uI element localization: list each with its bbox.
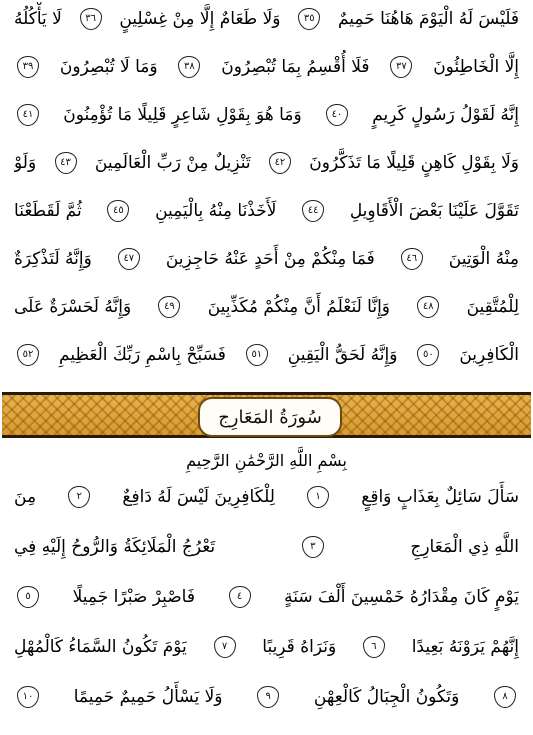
ayah-number: ٤	[236, 591, 243, 602]
ayah-number-marker	[494, 686, 516, 708]
verse-line	[14, 530, 519, 564]
verse-line	[14, 242, 519, 276]
surah-header-banner	[2, 392, 531, 438]
ayah-number-marker	[390, 56, 412, 78]
ayah-number-marker	[17, 586, 39, 608]
verse-text: يَوْمٍ كَانَ مِقْدَارُهُ خَمْسِينَ أَلْفَ سَنَةٍ	[284, 587, 519, 607]
ayah-number: ٤١	[22, 109, 34, 120]
ayah-number: ٤٩	[164, 301, 175, 312]
verse-text: إِنَّهُمْ يَرَوْنَهُ بَعِيدًا	[411, 637, 519, 657]
verse-text: وَلَا يَسْأَلُ حَمِيمٌ حَمِيمًا	[73, 687, 223, 707]
ayah-number-marker	[68, 486, 90, 508]
basmala: بِسْمِ اللَّهِ الرَّحْمَٰنِ الرَّحِيمِ	[186, 451, 347, 470]
verse-text: وَلَوْ	[14, 153, 37, 173]
verse-text: فَلَا أُقْسِمُ بِمَا تُبْصِرُونَ	[221, 57, 370, 77]
ayah-number-marker	[401, 248, 423, 270]
ayah-number: ٤٢	[274, 157, 286, 168]
ayah-number-marker	[17, 56, 39, 78]
verse-text: تَقَوَّلَ عَلَيْنَا بَعْضَ الْأَقَاوِيلِ	[349, 201, 519, 221]
verse-line	[14, 290, 519, 324]
ayah-number-marker	[158, 296, 180, 318]
verse-text: يَوْمَ تَكُونُ السَّمَاءُ كَالْمُهْلِ	[14, 637, 187, 657]
verse-text: اللَّهِ ذِي الْمَعَارِجِ	[410, 537, 519, 557]
verse-text: فَاصْبِرْ صَبْرًا جَمِيلًا	[72, 587, 195, 607]
verse-text: تَعْرُجُ الْمَلَائِكَةُ وَالرُّوحُ إِلَيْهِ فِي	[14, 537, 216, 557]
verse-text: مِنْهُ الْوَتِينَ	[448, 249, 519, 269]
ayah-number-marker	[17, 686, 39, 708]
ayah-number-marker	[229, 586, 251, 608]
verse-text: لِلْكَافِرِينَ لَيْسَ لَهُ دَافِعٌ	[122, 487, 275, 507]
ayah-number-marker	[17, 344, 39, 366]
ayah-number: ٤٦	[406, 253, 418, 264]
ayah-number-marker	[80, 8, 102, 30]
ayah-number: ٥	[25, 591, 31, 602]
verse-line	[14, 630, 519, 664]
ayah-number: ٦	[371, 641, 377, 652]
ayah-number-marker	[363, 636, 385, 658]
verse-text: وَإِنَّهُ لَتَذْكِرَةٌ	[14, 249, 92, 269]
ayah-number-marker	[298, 8, 320, 30]
verse-text: وَلَا بِقَوْلِ كَاهِنٍ قَلِيلًا مَا تَذَكَّرُونَ	[309, 153, 519, 173]
ayah-number-marker	[307, 486, 329, 508]
ayah-number: ١	[315, 491, 321, 502]
verse-text: لَا يَأْكُلُهُ	[14, 9, 62, 29]
verse-text: تَنْزِيلٌ مِنْ رَبِّ الْعَالَمِينَ	[94, 153, 251, 173]
ayah-number: ٣٨	[184, 61, 195, 72]
ayah-number-marker	[17, 104, 39, 126]
verse-text: فَسَبِّحْ بِاسْمِ رَبِّكَ الْعَظِيمِ	[59, 345, 226, 365]
verse-line	[14, 50, 519, 84]
verse-text: الْكَافِرِينَ	[459, 345, 519, 365]
ayah-number: ٣٧	[395, 61, 407, 72]
verse-line	[14, 2, 519, 36]
ayah-number: ٥٢	[22, 349, 34, 360]
ayah-number-marker	[246, 344, 268, 366]
verse-text: وَإِنَّا لَنَعْلَمُ أَنَّ مِنْكُمْ مُكَذِّبِينَ	[207, 297, 390, 317]
verse-line	[14, 146, 519, 180]
ayah-number-marker	[417, 296, 439, 318]
verse-line	[14, 580, 519, 614]
verse-text: وَلَا طَعَامٌ إِلَّا مِنْ غِسْلِينٍ	[119, 9, 281, 29]
ayah-number-marker	[214, 636, 236, 658]
ayah-number: ٣	[310, 541, 316, 552]
ayah-number: ٣٩	[22, 61, 34, 72]
ayah-number: ٤٧	[123, 253, 135, 264]
ayah-number-marker	[118, 248, 140, 270]
ayah-number-marker	[178, 56, 200, 78]
ayah-number: ٩	[265, 691, 271, 702]
verse-text: لِلْمُتَّقِينَ	[466, 297, 519, 317]
verse-text: فَلَيْسَ لَهُ الْيَوْمَ هَاهُنَا حَمِيمٌ	[337, 9, 519, 29]
verse-text: فَمَا مِنْكُمْ مِنْ أَحَدٍ عَنْهُ حَاجِزِينَ	[165, 249, 375, 269]
verse-text: ثُمَّ لَقَطَعْنَا	[14, 201, 82, 221]
verse-text: لَأَخَذْنَا مِنْهُ بِالْيَمِينِ	[155, 201, 277, 221]
ayah-number: ٤٠	[331, 109, 343, 120]
ayah-number-marker	[302, 200, 324, 222]
ayah-number: ٥٠	[423, 349, 434, 360]
ayah-number-marker	[55, 152, 77, 174]
ayah-number: ٤٣	[60, 157, 71, 168]
verse-text: مِنَ	[14, 487, 37, 507]
ayah-number-marker	[302, 536, 324, 558]
verse-text: إِلَّا الْخَاطِئُونَ	[433, 57, 519, 77]
ayah-number-marker	[107, 200, 129, 222]
ayah-number: ٢	[76, 491, 82, 502]
verse-text: سَأَلَ سَائِلٌ بِعَذَابٍ وَاقِعٍ	[361, 487, 519, 507]
ayah-number: ٨	[502, 691, 508, 702]
verse-text: وَإِنَّهُ لَحَسْرَةٌ عَلَى	[14, 297, 132, 317]
ayah-number: ٤٥	[113, 205, 124, 216]
surah-title-frame	[198, 397, 342, 437]
ayah-number-marker	[257, 686, 279, 708]
verse-text: وَتَكُونُ الْجِبَالُ كَالْعِهْنِ	[313, 687, 460, 707]
surah-title: سُورَةُ المَعَارِج	[218, 406, 322, 428]
ayah-number: ٧	[221, 641, 228, 652]
verse-text: وَإِنَّهُ لَحَقُّ الْيَقِينِ	[287, 345, 398, 365]
verse-line	[14, 480, 519, 514]
verse-line	[14, 680, 519, 714]
verse-text: وَمَا لَا تُبْصِرُونَ	[59, 57, 158, 77]
ayah-number-marker	[326, 104, 348, 126]
verse-line	[14, 194, 519, 228]
ayah-number: ٥١	[251, 349, 263, 360]
ayah-number: ٤٨	[422, 301, 434, 312]
ayah-number: ١٠	[22, 691, 34, 702]
verse-text: إِنَّهُ لَقَوْلُ رَسُولٍ كَرِيمٍ	[372, 105, 519, 125]
ayah-number-marker	[417, 344, 439, 366]
ayah-number: ٣٥	[303, 13, 315, 24]
ayah-number-marker	[269, 152, 291, 174]
verse-line	[14, 98, 519, 132]
verse-text: وَنَرَاهُ قَرِيبًا	[262, 637, 337, 657]
ayah-number: ٣٦	[85, 13, 96, 24]
verse-text: وَمَا هُوَ بِقَوْلِ شَاعِرٍ قَلِيلًا مَا تُؤْمِنُونَ	[63, 105, 302, 125]
verse-line	[14, 338, 519, 372]
ayah-number: ٤٤	[307, 205, 319, 216]
